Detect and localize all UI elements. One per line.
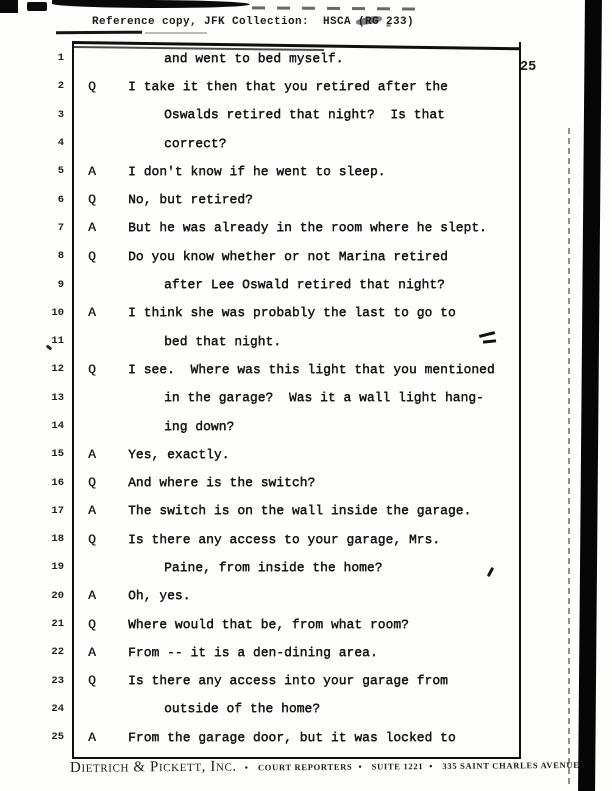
transcript-line [0,101,560,129]
transcript-line [0,157,560,185]
footer-bullet: • [429,761,433,772]
scan-artifact-corner-blob [0,0,18,13]
scan-artifact-underline [56,31,142,35]
speaker-label: Q [88,78,96,94]
speaker-label: A [88,729,96,745]
transcript-line [0,270,560,298]
line-text: I think she was probably the last to go to [128,305,456,321]
line-text: in the garage? Was it a wall light hang- [164,390,484,406]
line-number: 6 [57,193,64,206]
line-text: bed that night. [164,333,282,349]
transcript-line [0,299,560,327]
line-text: The switch is on the wall inside the garage. [128,503,472,519]
transcript-line [0,412,560,440]
line-text: I see. Where was this light that you mentioned [128,361,495,377]
transcript-line [0,723,560,751]
line-number: 2 [57,80,64,93]
transcript-line [0,638,560,666]
line-number: 7 [57,221,64,234]
line-number: 25 [51,731,64,744]
line-number: 19 [51,561,64,574]
transcript-line [0,44,560,72]
transcript-line [0,129,560,157]
line-text: Is there any access to your garage, Mrs. [128,531,441,547]
scan-artifact-blob [27,2,47,11]
transcript-line [0,242,560,270]
speaker-label: A [88,220,96,236]
line-number: 4 [57,137,64,150]
line-number: 9 [57,278,64,291]
line-text: outside of the home? [164,701,321,717]
line-text: Is there any access into your garage from [128,673,448,689]
line-number: 3 [57,108,64,121]
page-number: 25 [520,60,537,75]
line-text: And where is the switch? [128,475,316,491]
speaker-label: Q [88,673,96,689]
line-number: 5 [57,165,64,178]
reporter-firm-name: Dietrich & Pickett, Inc. [69,758,237,776]
line-number: 23 [51,674,64,687]
line-number: 21 [51,618,64,631]
transcript-lines [0,44,560,751]
line-number: 22 [51,646,64,659]
line-number: 17 [51,504,64,517]
footer-item-suite: SUITE 1221 [371,761,424,772]
speaker-label: A [88,588,96,604]
line-number: 10 [51,306,64,319]
line-text: Paine, from inside the home? [164,559,383,575]
reference-header: Reference copy, JFK Collection: HSCA (RG 233) [92,16,415,28]
scan-artifact-right-edge-bar [578,0,602,791]
transcript-line [0,610,560,638]
line-text: I don't know if he went to sleep. [128,163,386,179]
speaker-label: Q [88,248,96,264]
line-number: 20 [51,589,64,602]
line-number: 14 [51,420,64,432]
footer-bullet: • [358,761,362,772]
line-number: 11 [51,335,64,348]
speaker-label: A [88,503,96,519]
line-text: Oh, yes. [128,588,191,604]
line-text: correct? [164,135,227,151]
line-text: From -- it is a den-dining area. [128,644,378,660]
line-text: Yes, exactly. [128,446,230,462]
line-text: Do you know whether or not Marina retired [128,248,448,264]
transcript-line [0,214,560,242]
line-text: after Lee Oswald retired that night? [164,277,445,293]
line-text: But he was already in the room where he slept. [128,220,487,236]
transcript-line [0,468,560,496]
transcript-line [0,440,560,468]
speaker-label: A [88,644,96,660]
speaker-label: Q [88,361,96,377]
line-text: From the garage door, but it was locked to [128,729,456,745]
line-number: 8 [57,250,64,263]
transcript-line [0,582,560,610]
line-text: Oswalds retired that night? Is that [164,107,445,123]
line-text: and went to bed myself. [164,50,344,66]
transcript-line [0,553,560,581]
footer-item-address: 335 SAINT CHARLES AVENUE [442,759,580,771]
line-text: No, but retired? [128,192,253,208]
transcript-line [0,497,560,525]
transcript-line [0,185,560,213]
footer-bullet: • [244,762,248,773]
scan-artifact-fold-line [568,128,570,784]
scan-artifact-top-streak [52,0,250,9]
line-text: Where would that be, from what room? [128,616,409,632]
line-number: 18 [51,533,64,546]
speaker-label: Q [88,531,96,547]
speaker-label: Q [88,616,96,632]
transcript-line [0,327,560,355]
line-number: 15 [51,448,64,461]
transcript-line [0,384,560,412]
line-number: 12 [51,363,64,376]
line-number: 1 [57,52,64,65]
line-number: 13 [51,391,64,404]
reporter-footer [69,755,580,777]
line-number: 16 [51,476,64,489]
transcript-line [0,525,560,553]
scan-artifact-top-streak-tail [252,6,427,10]
scan-artifact-underline-tail [145,32,207,34]
transcript-line [0,72,560,100]
speaker-label: Q [88,475,96,491]
transcript-line [0,695,560,723]
line-text: ing down? [164,418,235,434]
transcript-line [0,355,560,383]
line-text: I take it then that you retired after the [128,78,448,94]
line-number: 24 [51,702,64,715]
speaker-label: A [88,305,96,321]
speaker-label: Q [88,192,96,208]
speaker-label: A [88,446,96,462]
footer-item-court-reporters: COURT REPORTERS [257,761,353,773]
transcript-line [0,667,560,695]
speaker-label: A [88,163,96,179]
